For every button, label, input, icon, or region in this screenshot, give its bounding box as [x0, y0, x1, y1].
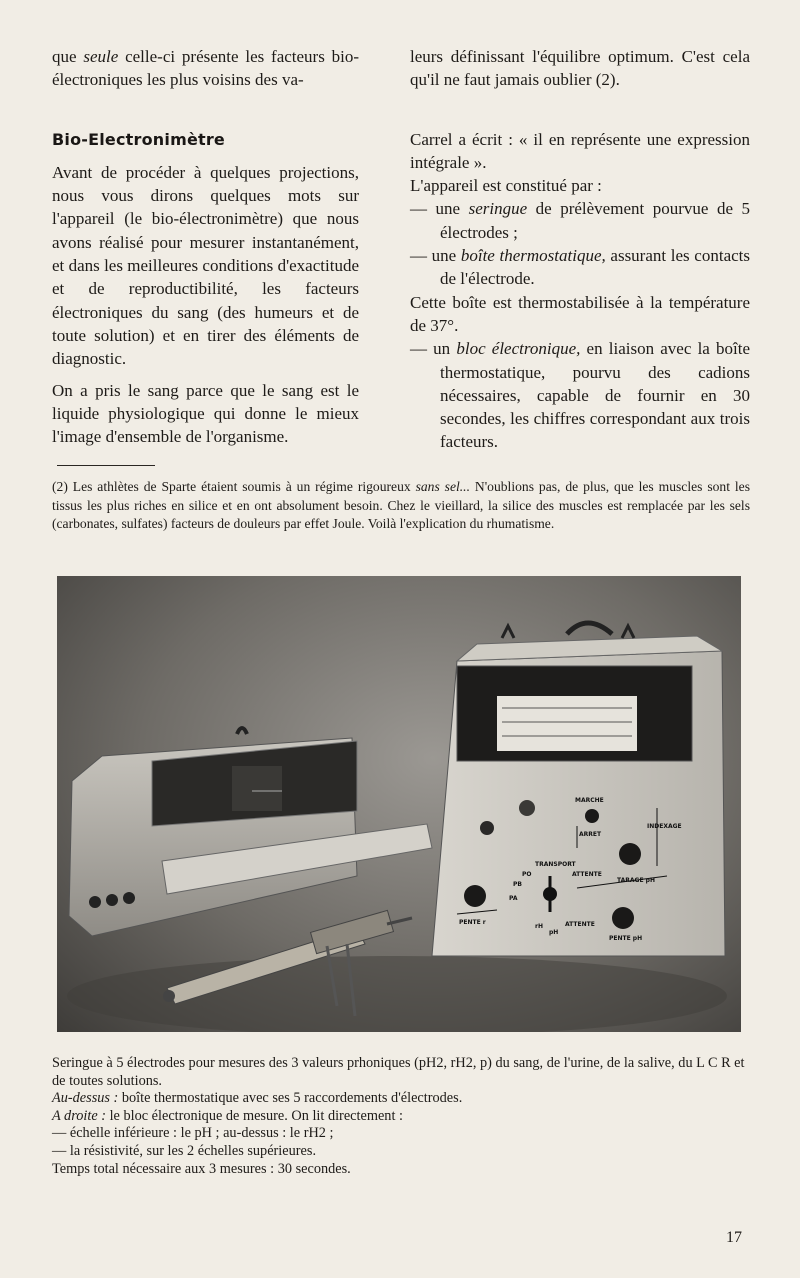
section-heading: Bio-Electronimètre — [52, 129, 225, 149]
label-pb: PB — [513, 881, 522, 888]
right-top-paragraph: leurs définissant l'équilibre optimum. C'est cela qu'il ne faut jamais oublier (2). — [410, 47, 750, 90]
right-column — [410, 45, 750, 454]
label-attente: ATTENTE — [572, 871, 602, 878]
label-pa: PA — [509, 895, 518, 902]
caption-line-1: Seringue à 5 électrodes pour mesures des 3 valeurs prhoniques (pH2, rH2, p) du sang, de l'urine, de la salive, du L C R et de toutes solutions. — [52, 1055, 745, 1089]
electronic-unit — [432, 623, 725, 956]
label-pente-ph: PENTE pH — [609, 935, 643, 942]
label-tarage-ph: TARAGE pH — [617, 877, 655, 884]
caption-line-5: — la résistivité, sur les 2 échelles supérieures. — [52, 1142, 317, 1159]
list-item-seringue: — une seringue de prélèvement pourvue de 5 électrodes ; — [410, 199, 751, 242]
list-item-boite: — une boîte thermostatique, assurant les contacts de l'électrode. — [410, 246, 751, 289]
left-paragraph-1: Avant de procéder à quelques projections, nous vous dirons quelques mots sur l'appareil (le bio-électronimètre) que nous avons réalisé pour mesurer instantanément, et dans les meilleures conditions d'exactitude et de reproductibilité, les facteurs électroniques du sang (des humeurs et de toute solution) et en tirer des éléments de diagnostic. — [52, 162, 359, 369]
label-po: PO — [522, 871, 532, 878]
right-paragraph-1: Carrel a écrit : « il en représente une expression intégrale ». — [410, 129, 750, 172]
caption-line-3: A droite : le bloc électronique de mesure. On lit directement : — [52, 1107, 403, 1124]
caption-line-4: — échelle inférieure : le pH ; au-dessus : le rH2 ; — [52, 1125, 334, 1142]
label-indexage: INDEXAGE — [647, 823, 682, 830]
right-paragraph-3: Cette boîte est thermostabilisée à la température de 37°. — [410, 292, 750, 335]
photo-caption — [52, 1055, 752, 1178]
label-ph: pH — [549, 929, 559, 936]
label-arret: ARRET — [579, 831, 602, 838]
left-top-paragraph: que seule celle-ci présente les facteurs bio-électroniques les plus voisins des va- — [52, 47, 360, 90]
left-paragraph-2: On a pris le sang parce que le sang est le liquide physiologique qui donne le mieux l'image d'ensemble de l'organisme. — [52, 380, 359, 447]
label-attente-2: ATTENTE — [565, 921, 595, 928]
page-number: 17 — [726, 1229, 742, 1246]
footnote: (2) Les athlètes de Sparte étaient soumis à un régime rigoureux sans sel... N'oublions pas, de plus, que les muscles sont les tissus les plus riches en silice et en ont absolument besoin. Chez le vieillard, la silice des muscles est remplacée par les sels (carbonates, sulfates) facteurs de douleurs par effet Joule. Voilà l'explication du rhumatisme. — [52, 479, 751, 532]
right-paragraph-2: L'appareil est constitué par : — [410, 176, 602, 196]
caption-line-6: Temps total nécessaire aux 3 mesures : 30 secondes. — [52, 1160, 351, 1177]
label-pente-r: PENTE r — [459, 919, 486, 926]
label-transport: TRANSPORT — [535, 861, 576, 868]
thermostatic-box — [69, 728, 432, 936]
caption-line-2: Au-dessus : boîte thermostatique avec ses 5 raccordements d'électrodes. — [52, 1090, 463, 1107]
apparatus-photo — [57, 576, 741, 1032]
label-rh: rH — [535, 923, 543, 930]
footnote-separator — [57, 465, 155, 466]
list-item-bloc: — un bloc électronique, en liaison avec la boîte thermostatique, pourvu des cadions nécessaires, capable de fournir en 30 secondes, les chiffres correspondant aux trois facteurs. — [410, 339, 750, 452]
label-marche: MARCHE — [575, 797, 604, 804]
left-column — [52, 45, 359, 448]
apparatus-illustration — [57, 576, 741, 1032]
